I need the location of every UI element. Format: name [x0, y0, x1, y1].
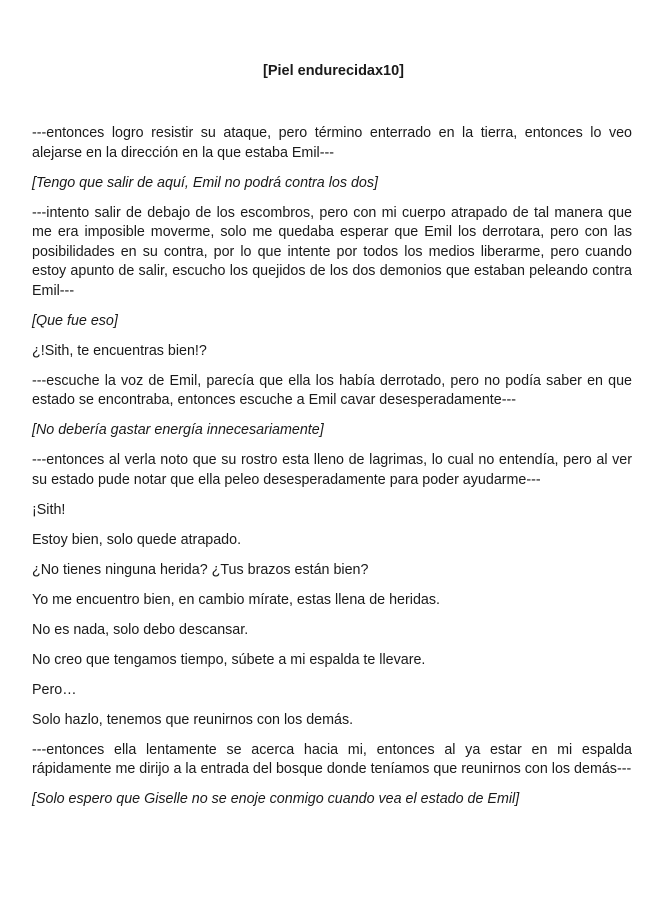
- paragraph-11: ¿No tienes ninguna herida? ¿Tus brazos están bien?: [32, 561, 369, 578]
- paragraph-17: ---entonces ella lentamente se acerca hacia mi, entonces al ya estar en mi espalda rápidamente me dirijo a la entrada del bosque donde teníamos que reunirnos con los demás---: [32, 741, 632, 777]
- paragraph-16: Solo hazlo, tenemos que reunirnos con los demás.: [32, 711, 354, 728]
- paragraph-9: ¡Sith!: [32, 501, 66, 518]
- paragraph-4: [Que fue eso]: [32, 312, 118, 329]
- paragraph-3: ---intento salir de debajo de los escombros, pero con mi cuerpo atrapado de tal manera que me era imposible moverme, solo me quedaba esperar que Emil los derrotara, pero con las posibilidades en su contra, por lo que intente por todos los medios liberarme, pero cuando estoy apunto de salir, escucho los quejidos de los dos demonios que estaban peleando contra Emil---: [32, 204, 632, 299]
- paragraph-15: Pero…: [32, 681, 77, 698]
- paragraph-2: [Tengo que salir de aquí, Emil no podrá contra los dos]: [32, 174, 378, 191]
- paragraph-14: No creo que tengamos tiempo, súbete a mi espalda te llevare.: [32, 651, 426, 668]
- paragraph-12: Yo me encuentro bien, en cambio mírate, estas llena de heridas.: [32, 591, 440, 608]
- paragraph-1: ---entonces logro resistir su ataque, pero término enterrado en la tierra, entonces lo veo alejarse en la dirección en la que estaba Emil---: [32, 125, 632, 161]
- paragraph-6: ---escuche la voz de Emil, parecía que ella los había derrotado, pero no podía saber en que estado se encontraba, entonces escuche a Emil cavar desesperadamente---: [32, 372, 632, 408]
- paragraph-10: Estoy bien, solo quede atrapado.: [32, 531, 242, 548]
- paragraph-5: ¿!Sith, te encuentras bien!?: [32, 342, 207, 359]
- paragraph-13: No es nada, solo debo descansar.: [32, 621, 249, 638]
- document-body: [32, 124, 632, 810]
- paragraph-18: [Solo espero que Giselle no se enoje conmigo cuando vea el estado de Emil]: [32, 791, 520, 807]
- paragraph-8: ---entonces al verla noto que su rostro esta lleno de lagrimas, lo cual no entendía, pero al ver su estado pude notar que ella peleo desesperadamente para poder ayudarme---: [32, 452, 632, 488]
- document-title: [Piel endurecidax10]: [262, 63, 405, 79]
- paragraph-7: [No debería gastar energía innecesariamente]: [32, 422, 324, 438]
